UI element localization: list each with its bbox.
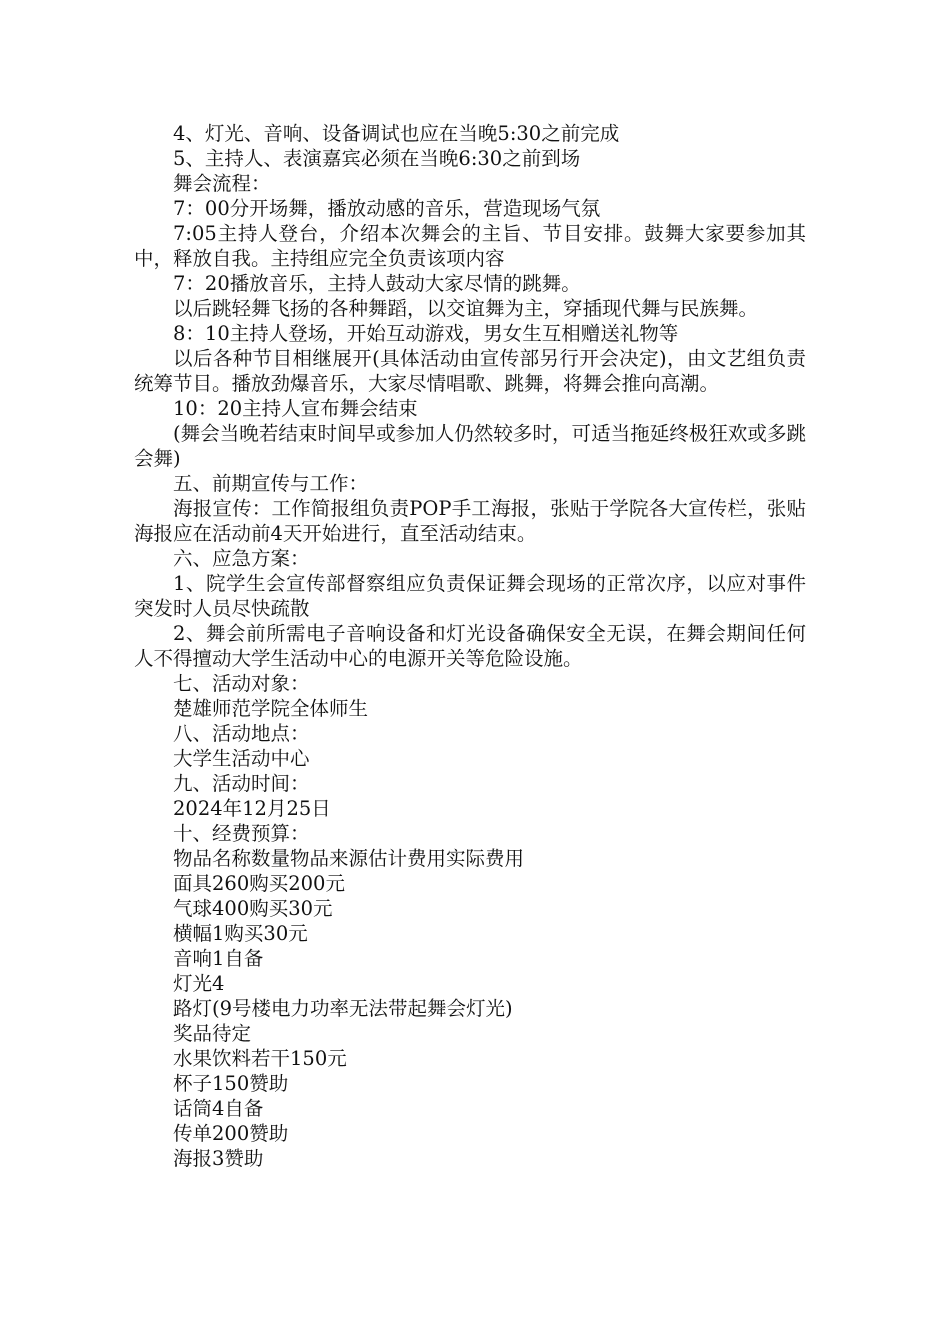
budget-item: 传单200赞助 (173, 1122, 289, 1145)
paragraph: 大学生活动中心 (173, 747, 310, 770)
document-body (134, 121, 806, 1171)
paragraph: 10：20主持人宣布舞会结束 (173, 397, 418, 420)
budget-item: 路灯(9号楼电力功率无法带起舞会灯光) (173, 997, 513, 1020)
section-heading: 五、前期宣传与工作： (173, 472, 369, 495)
budget-item: 气球400购买30元 (173, 897, 333, 920)
paragraph: 以后跳轻舞飞扬的各种舞蹈，以交谊舞为主，穿插现代舞与民族舞。 (173, 297, 759, 320)
paragraph: 7：00分开场舞，播放动感的音乐，营造现场气氛 (173, 197, 601, 220)
section-heading: 六、应急方案： (173, 547, 310, 570)
section-heading: 十、经费预算： (173, 822, 310, 845)
paragraph: 5、主持人、表演嘉宾必须在当晚6:30之前到场 (173, 147, 581, 170)
section-heading: 九、活动时间： (173, 772, 310, 795)
budget-item: 话筒4自备 (173, 1097, 264, 1120)
paragraph: (舞会当晚若结束时间早或参加人仍然较多时，可适当拖延终极狂欢或多跳会舞) (134, 422, 806, 470)
paragraph: 以后各种节目相继展开(具体活动由宣传部另行开会决定)，由文艺组负责统筹节目。播放劲爆音乐，大家尽情唱歌、跳舞，将舞会推向高潮。 (134, 347, 806, 395)
budget-header: 物品名称数量物品来源估计费用实际费用 (173, 847, 525, 870)
section-heading: 七、活动对象： (173, 672, 310, 695)
budget-item: 奖品待定 (173, 1022, 252, 1045)
section-heading: 舞会流程： (173, 172, 271, 195)
budget-item: 灯光4 (173, 972, 225, 995)
paragraph: 2024年12月25日 (173, 797, 331, 820)
paragraph: 8：10主持人登场，开始互动游戏，男女生互相赠送礼物等 (173, 322, 679, 345)
paragraph: 4、灯光、音响、设备调试也应在当晚5:30之前完成 (173, 122, 620, 145)
paragraph: 1、院学生会宣传部督察组应负责保证舞会现场的正常次序，以应对事件突发时人员尽快疏散 (134, 572, 806, 620)
budget-item: 水果饮料若干150元 (173, 1047, 347, 1070)
paragraph: 7:05主持人登台，介绍本次舞会的主旨、节目安排。鼓舞大家要参加其中，释放自我。主持组应完全负责该项内容 (134, 222, 806, 270)
paragraph: 7：20播放音乐，主持人鼓动大家尽情的跳舞。 (173, 272, 581, 295)
budget-item: 横幅1购买30元 (173, 922, 308, 945)
budget-item: 海报3赞助 (173, 1147, 264, 1170)
paragraph: 海报宣传：工作简报组负责POP手工海报，张贴于学院各大宣传栏，张贴海报应在活动前4天开始进行，直至活动结束。 (134, 497, 806, 545)
budget-item: 杯子150赞助 (173, 1072, 289, 1095)
budget-item: 面具260购买200元 (173, 872, 345, 895)
budget-item: 音响1自备 (173, 947, 264, 970)
section-heading: 八、活动地点： (173, 722, 310, 745)
paragraph: 楚雄师范学院全体师生 (173, 697, 369, 720)
paragraph: 2、舞会前所需电子音响设备和灯光设备确保安全无误，在舞会期间任何人不得擅动大学生活动中心的电源开关等危险设施。 (134, 622, 806, 670)
